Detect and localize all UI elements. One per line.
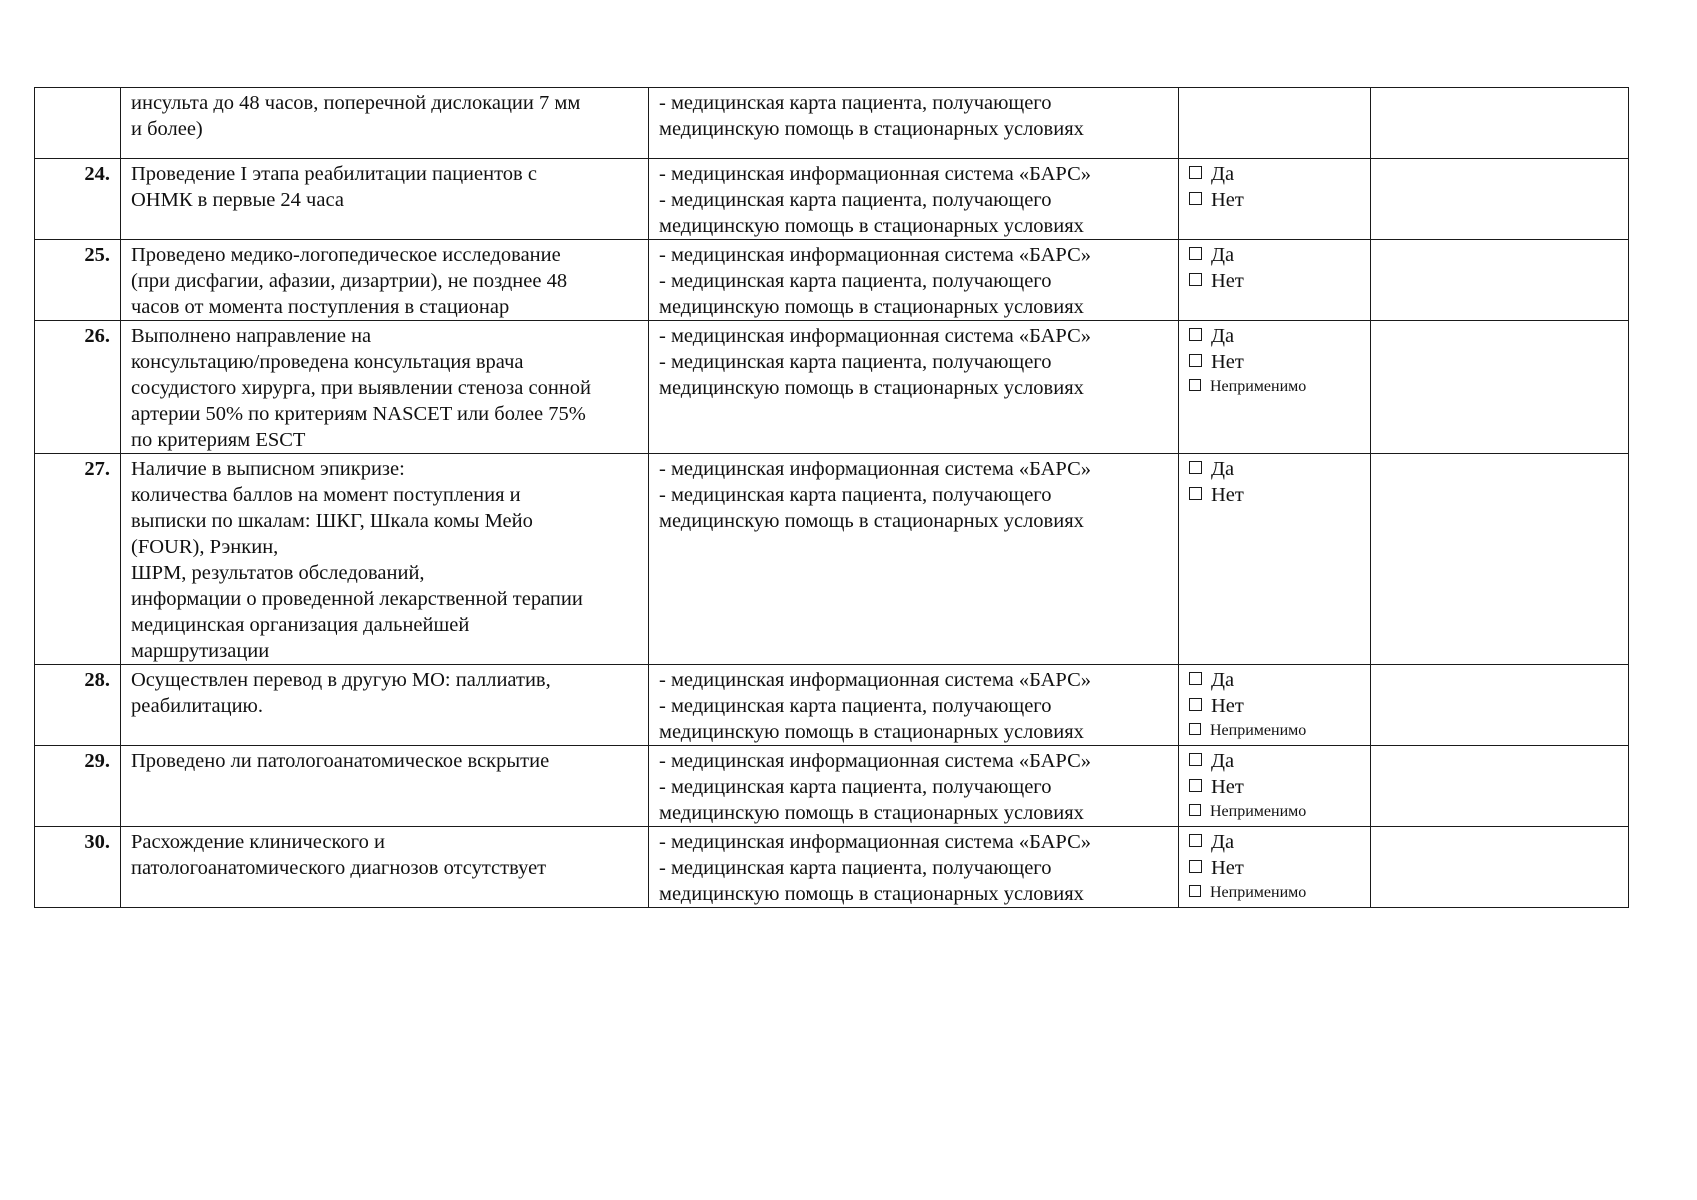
answer-option-label: Да xyxy=(1211,458,1235,480)
criterion-line: и более) xyxy=(131,118,203,140)
criterion-cell xyxy=(121,827,649,908)
answer-option-label: Нет xyxy=(1211,776,1244,798)
criterion-cell xyxy=(121,746,649,827)
answer-option[interactable] xyxy=(1189,748,1360,774)
answer-option[interactable] xyxy=(1189,881,1360,905)
criterion-line: Выполнено направление на xyxy=(131,325,372,347)
criterion-line: Проведено медико-логопедическое исследование xyxy=(131,244,561,266)
notes-cell[interactable] xyxy=(1371,240,1629,321)
notes-cell[interactable] xyxy=(1371,159,1629,240)
row-number: 28. xyxy=(35,665,121,746)
row-number xyxy=(35,88,121,159)
criterion-line: Проведено ли патологоанатомическое вскрытие xyxy=(131,750,550,772)
source-line: - медицинская карта пациента, получающего xyxy=(659,857,1052,879)
answer-options-cell xyxy=(1179,827,1371,908)
table-row xyxy=(35,665,1629,746)
criterion-line: Наличие в выписном эпикризе: xyxy=(131,458,405,480)
criterion-line: инсульта до 48 часов, поперечной дислокации 7 мм xyxy=(131,92,581,114)
source-line: - медицинская карта пациента, получающего xyxy=(659,484,1052,506)
source-line: медицинскую помощь в стационарных условиях xyxy=(659,118,1084,140)
criterion-line: артерии 50% по критериям NASCET или более 75% xyxy=(131,403,586,425)
criterion-line: патологоанатомического диагнозов отсутствует xyxy=(131,857,547,879)
answer-option[interactable] xyxy=(1189,855,1360,881)
criterion-cell xyxy=(121,665,649,746)
source-line: медицинскую помощь в стационарных условиях xyxy=(659,510,1084,532)
answer-option-label: Неприменимо xyxy=(1210,722,1307,739)
criterion-cell xyxy=(121,240,649,321)
source-line: медицинскую помощь в стационарных условиях xyxy=(659,296,1084,318)
source-line: - медицинская информационная система «БАРС» xyxy=(659,325,1092,347)
answer-option-label: Нет xyxy=(1211,484,1244,506)
answer-options-cell xyxy=(1179,665,1371,746)
checkbox-icon[interactable] xyxy=(1189,166,1202,179)
source-line: - медицинская информационная система «БАРС» xyxy=(659,750,1092,772)
criterion-line: часов от момента поступления в стационар xyxy=(131,296,510,318)
notes-cell[interactable] xyxy=(1371,665,1629,746)
table-row xyxy=(35,88,1629,159)
source-line: медицинскую помощь в стационарных условиях xyxy=(659,215,1084,237)
checkbox-icon[interactable] xyxy=(1189,273,1202,286)
checkbox-icon[interactable] xyxy=(1189,834,1202,847)
source-cell xyxy=(649,159,1179,240)
criteria-table xyxy=(34,87,1629,908)
checkbox-icon[interactable] xyxy=(1189,672,1202,685)
source-cell xyxy=(649,827,1179,908)
answer-option[interactable] xyxy=(1189,800,1360,824)
answer-option[interactable] xyxy=(1189,667,1360,693)
answer-option-label: Да xyxy=(1211,325,1235,347)
source-line: медицинскую помощь в стационарных условиях xyxy=(659,377,1084,399)
criterion-cell xyxy=(121,88,649,159)
criterion-line: по критериям ESCT xyxy=(131,429,306,451)
answer-option[interactable] xyxy=(1189,187,1360,213)
table-row xyxy=(35,321,1629,454)
source-cell xyxy=(649,240,1179,321)
criterion-line: информации о проведенной лекарственной терапии xyxy=(131,588,583,610)
answer-option[interactable] xyxy=(1189,161,1360,187)
criterion-line: (при дисфагии, афазии, дизартрии), не позднее 48 xyxy=(131,270,568,292)
criterion-line: (FOUR), Рэнкин, xyxy=(131,536,279,558)
table-row xyxy=(35,827,1629,908)
answer-option[interactable] xyxy=(1189,829,1360,855)
source-line: - медицинская информационная система «БАРС» xyxy=(659,163,1092,185)
source-line: - медицинская карта пациента, получающего xyxy=(659,189,1052,211)
source-cell xyxy=(649,88,1179,159)
answer-option[interactable] xyxy=(1189,375,1360,399)
answer-option-label: Нет xyxy=(1211,695,1244,717)
row-number: 26. xyxy=(35,321,121,454)
row-number: 25. xyxy=(35,240,121,321)
checkbox-icon[interactable] xyxy=(1189,804,1201,816)
answer-option[interactable] xyxy=(1189,268,1360,294)
criterion-line: Проведение I этапа реабилитации пациентов с xyxy=(131,163,537,185)
criterion-line: количества баллов на момент поступления и xyxy=(131,484,521,506)
answer-option[interactable] xyxy=(1189,456,1360,482)
criterion-cell xyxy=(121,321,649,454)
row-number: 30. xyxy=(35,827,121,908)
criterion-cell xyxy=(121,454,649,665)
answer-option-label: Неприменимо xyxy=(1210,378,1307,395)
notes-cell[interactable] xyxy=(1371,88,1629,159)
answer-options-cell xyxy=(1179,240,1371,321)
answer-option-label: Да xyxy=(1211,669,1235,691)
criterion-line: сосудистого хирурга, при выявлении стеноза сонной xyxy=(131,377,591,399)
source-line: - медицинская информационная система «БАРС» xyxy=(659,244,1092,266)
row-number: 29. xyxy=(35,746,121,827)
source-cell xyxy=(649,321,1179,454)
answer-option-label: Нет xyxy=(1211,189,1244,211)
answer-option[interactable] xyxy=(1189,242,1360,268)
criteria-table-body xyxy=(35,88,1629,908)
checkbox-icon[interactable] xyxy=(1189,354,1202,367)
table-row xyxy=(35,240,1629,321)
criterion-line: реабилитацию. xyxy=(131,695,263,717)
checkbox-icon[interactable] xyxy=(1189,379,1201,391)
source-line: - медицинская информационная система «БАРС» xyxy=(659,669,1092,691)
answer-options-cell xyxy=(1179,88,1371,159)
source-line: - медицинская карта пациента, получающего xyxy=(659,270,1052,292)
answer-option-label: Да xyxy=(1211,831,1235,853)
source-line: медицинскую помощь в стационарных условиях xyxy=(659,802,1084,824)
source-line: - медицинская карта пациента, получающего xyxy=(659,92,1052,114)
table-row xyxy=(35,159,1629,240)
answer-options-cell xyxy=(1179,159,1371,240)
answer-option-label: Неприменимо xyxy=(1210,803,1307,820)
source-line: - медицинская карта пациента, получающего xyxy=(659,695,1052,717)
source-line: - медицинская карта пациента, получающего xyxy=(659,351,1052,373)
table-row xyxy=(35,746,1629,827)
notes-cell[interactable] xyxy=(1371,746,1629,827)
criterion-line: маршрутизации xyxy=(131,640,270,662)
source-cell xyxy=(649,454,1179,665)
source-line: - медицинская информационная система «БАРС» xyxy=(659,458,1092,480)
answer-option-label: Да xyxy=(1211,750,1235,772)
answer-option-label: Нет xyxy=(1211,857,1244,879)
checkbox-icon[interactable] xyxy=(1189,487,1202,500)
source-line: медицинскую помощь в стационарных условиях xyxy=(659,721,1084,743)
answer-option[interactable] xyxy=(1189,719,1360,743)
answer-option[interactable] xyxy=(1189,349,1360,375)
checkbox-icon[interactable] xyxy=(1189,698,1202,711)
answer-option-label: Да xyxy=(1211,163,1235,185)
source-cell xyxy=(649,746,1179,827)
source-line: - медицинская информационная система «БАРС» xyxy=(659,831,1092,853)
checkbox-icon[interactable] xyxy=(1189,753,1202,766)
answer-option[interactable] xyxy=(1189,482,1360,508)
answer-option[interactable] xyxy=(1189,323,1360,349)
checkbox-icon[interactable] xyxy=(1189,885,1201,897)
checkbox-icon[interactable] xyxy=(1189,461,1202,474)
answer-options-cell xyxy=(1179,321,1371,454)
criterion-line: Осуществлен перевод в другую МО: паллиатив, xyxy=(131,669,551,691)
answer-option[interactable] xyxy=(1189,774,1360,800)
criterion-line: медицинская организация дальнейшей xyxy=(131,614,470,636)
source-line: медицинскую помощь в стационарных условиях xyxy=(659,883,1084,905)
criterion-cell xyxy=(121,159,649,240)
row-number: 27. xyxy=(35,454,121,665)
document-page xyxy=(34,87,1628,908)
answer-option[interactable] xyxy=(1189,693,1360,719)
answer-option-label: Да xyxy=(1211,244,1235,266)
checkbox-icon[interactable] xyxy=(1189,192,1202,205)
checkbox-icon[interactable] xyxy=(1189,779,1202,792)
criterion-line: ОНМК в первые 24 часа xyxy=(131,189,344,211)
checkbox-icon[interactable] xyxy=(1189,860,1202,873)
answer-option-label: Нет xyxy=(1211,351,1244,373)
notes-cell[interactable] xyxy=(1371,454,1629,665)
row-number: 24. xyxy=(35,159,121,240)
criterion-line: выписки по шкалам: ШКГ, Шкала комы Мейо xyxy=(131,510,533,532)
notes-cell[interactable] xyxy=(1371,321,1629,454)
checkbox-icon[interactable] xyxy=(1189,328,1202,341)
answer-options-cell xyxy=(1179,454,1371,665)
table-row xyxy=(35,454,1629,665)
answer-option-label: Неприменимо xyxy=(1210,884,1307,901)
source-line: - медицинская карта пациента, получающего xyxy=(659,776,1052,798)
checkbox-icon[interactable] xyxy=(1189,723,1201,735)
checkbox-icon[interactable] xyxy=(1189,247,1202,260)
criterion-line: консультацию/проведена консультация врача xyxy=(131,351,524,373)
answer-option-label: Нет xyxy=(1211,270,1244,292)
answer-options-cell xyxy=(1179,746,1371,827)
notes-cell[interactable] xyxy=(1371,827,1629,908)
criterion-line: Расхождение клинического и xyxy=(131,831,385,853)
criterion-line: ШРМ, результатов обследований, xyxy=(131,562,425,584)
source-cell xyxy=(649,665,1179,746)
